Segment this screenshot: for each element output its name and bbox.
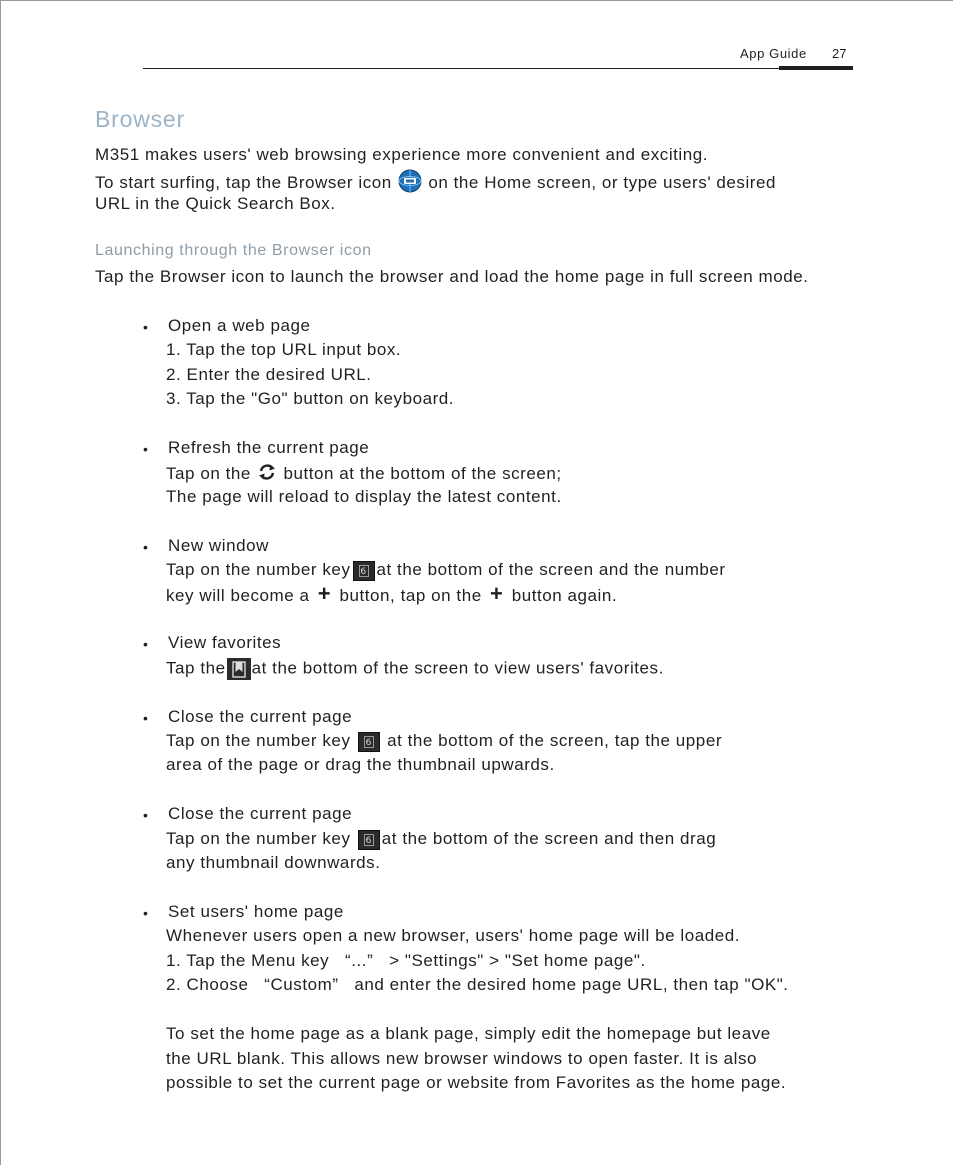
header-label: App Guide <box>740 46 807 61</box>
close-page-2-line-1a: Tap on the number key <box>166 829 351 848</box>
number-key-icon <box>358 732 380 752</box>
home-page-line-1: Whenever users open a new browser, users' home page will be loaded. <box>166 926 741 945</box>
header-rule <box>143 68 853 69</box>
close-page-2-line-2: any thumbnail downwards. <box>166 853 381 872</box>
close-page-2-line-1b: at the bottom of the screen and then drag <box>381 829 717 848</box>
home-page-line-6: possible to set the current page or website from Favorites as the home page. <box>166 1073 787 1092</box>
new-window-line-2b: button, tap on the <box>339 586 482 605</box>
number-key-icon <box>353 561 375 581</box>
home-page-title: Set users' home page <box>168 902 344 921</box>
open-page-title: Open a web page <box>168 316 311 335</box>
bullet-icon: • <box>143 905 148 921</box>
favorites-line-1b: at the bottom of the screen to view users' favorites. <box>251 658 664 678</box>
browser-icon <box>398 169 422 198</box>
close-page-1-title: Close the current page <box>168 707 353 726</box>
page-number: 27 <box>832 46 847 61</box>
bullet-icon: • <box>143 636 148 652</box>
new-window-line-2 <box>166 581 618 606</box>
header-rule-accent <box>779 66 853 70</box>
open-page-step-2: 2. Enter the desired URL. <box>166 365 372 384</box>
refresh-title: Refresh the current page <box>168 438 370 457</box>
refresh-line-1a: Tap on the <box>166 463 251 483</box>
refresh-icon <box>257 462 277 487</box>
number-key-label: 6 <box>360 566 367 577</box>
new-window-title: New window <box>168 536 269 555</box>
home-page-line-4: To set the home page as a blank page, simply edit the homepage but leave <box>166 1024 771 1043</box>
close-page-1-line-1b: at the bottom of the screen, tap the upper <box>387 731 723 750</box>
intro-line-3: URL in the Quick Search Box. <box>95 194 336 213</box>
number-key-icon <box>358 830 380 850</box>
new-window-line-1b: at the bottom of the screen and the number <box>376 560 726 579</box>
plus-icon: + <box>490 581 504 606</box>
bullet-icon: • <box>143 319 148 335</box>
close-page-1-line-1a: Tap on the number key <box>166 731 351 750</box>
close-page-2-title: Close the current page <box>168 804 353 823</box>
number-key-label: 6 <box>365 737 372 748</box>
home-page-line-2: 1. Tap the Menu key “...” > "Settings" > "Set home page". <box>166 951 646 970</box>
intro-line-2b: on the Home screen, or type users' desired <box>428 172 776 192</box>
refresh-line-1 <box>166 462 562 487</box>
favorites-line-1a: Tap the <box>166 658 226 678</box>
home-page-line-5: the URL blank. This allows new browser windows to open faster. It is also <box>166 1049 758 1068</box>
home-page-line-3: 2. Choose “Custom” and enter the desired home page URL, then tap "OK". <box>166 975 789 994</box>
close-page-2-line-1 <box>166 829 716 850</box>
subheading: Launching through the Browser icon <box>95 242 372 259</box>
new-window-line-2c: button again. <box>511 586 618 605</box>
intro-line-2a: To start surfing, tap the Browser icon <box>95 172 392 192</box>
bullet-icon: • <box>143 441 148 457</box>
favorites-line-1 <box>166 658 664 680</box>
refresh-line-1b: button at the bottom of the screen; <box>283 463 562 483</box>
refresh-line-2: The page will reload to display the latest content. <box>166 487 562 506</box>
plus-icon: + <box>317 581 332 606</box>
bullet-icon: • <box>143 710 148 726</box>
intro-line-1: M351 makes users' web browsing experience more convenient and exciting. <box>95 145 709 164</box>
new-window-line-1a: Tap on the number key <box>166 560 351 579</box>
bookmark-icon <box>227 658 251 680</box>
favorites-title: View favorites <box>168 633 282 652</box>
close-page-1-line-1 <box>166 731 722 752</box>
new-window-line-2a: key will become a <box>166 586 310 605</box>
number-key-label: 6 <box>365 835 372 846</box>
open-page-step-3: 3. Tap the "Go" button on keyboard. <box>166 389 455 408</box>
close-page-1-line-2: area of the page or drag the thumbnail upwards. <box>166 755 555 774</box>
launch-text: Tap the Browser icon to launch the browser and load the home page in full screen mode. <box>95 267 809 286</box>
open-page-step-1: 1. Tap the top URL input box. <box>166 340 402 359</box>
new-window-line-1 <box>166 560 726 581</box>
bullet-icon: • <box>143 539 148 555</box>
bullet-icon: • <box>143 807 148 823</box>
section-title: Browser <box>95 106 185 132</box>
